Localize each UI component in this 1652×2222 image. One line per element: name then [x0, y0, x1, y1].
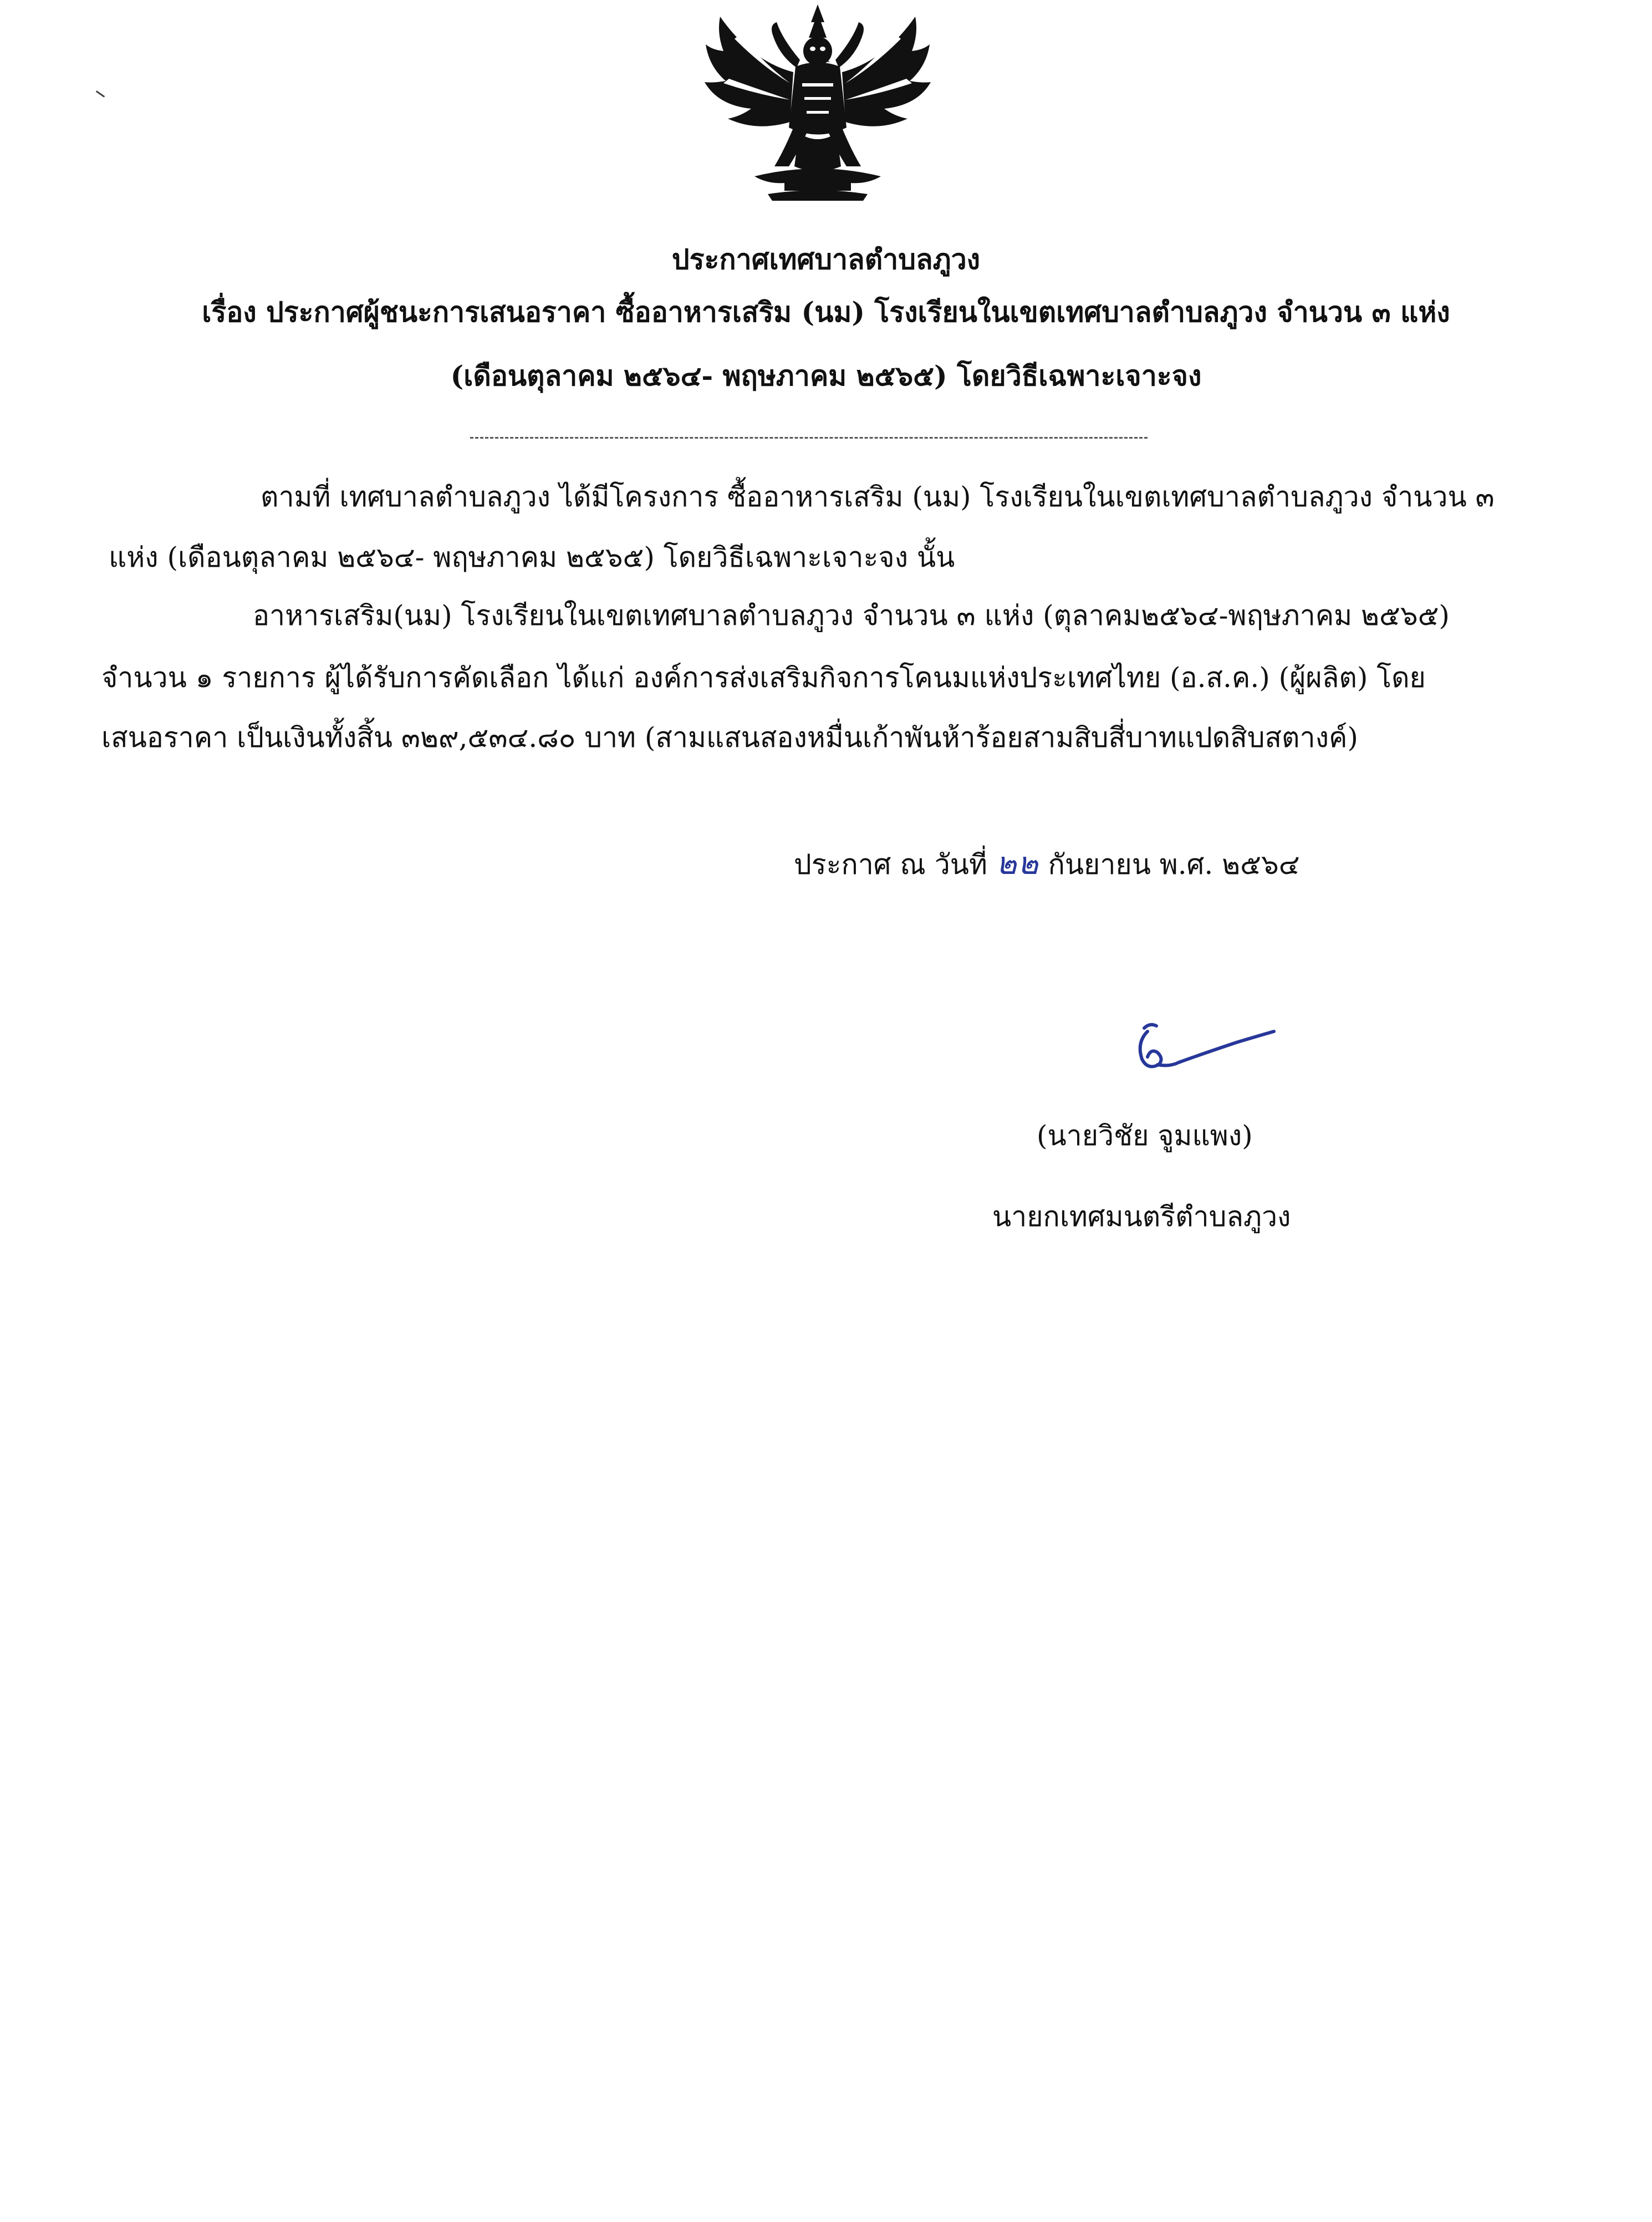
garuda-emblem-icon — [701, 0, 934, 208]
body-paragraph-2-line-3: เสนอราคา เป็นเงินทั้งสิ้น ๓๒๙,๕๓๔.๘๐ บาท (สามแสนสองหมื่นเก้าพันห้าร้อยสามสิบสี่บาทแปดสิบสตางค์) — [101, 721, 1358, 754]
body-paragraph-1-line-2: แห่ง (เดือนตุลาคม ๒๕๖๔- พฤษภาคม ๒๕๖๕) โดยวิธีเฉพาะเจาะจง นั้น — [109, 541, 955, 573]
separator-rule — [470, 437, 1148, 439]
body-paragraph-1-line-1: ตามที่ เทศบาลตำบลภูวง ได้มีโครงการ ซื้ออาหารเสริม (นม) โรงเรียนในเขตเทศบาลตำบลภูวง จำนวน ๓ — [261, 481, 1495, 513]
date-prefix: ประกาศ ณ วันที่ — [794, 848, 987, 881]
subject-line-2: (เดือนตุลาคม ๒๕๖๔- พฤษภาคม ๒๕๖๕) โดยวิธีเฉพาะเจาะจง — [450, 359, 1202, 392]
handwritten-signature — [1125, 1009, 1281, 1087]
handwritten-day: ๒๒ — [996, 846, 1039, 882]
announcement-date — [794, 847, 1300, 881]
scan-mark — [96, 90, 105, 98]
signatory-position: นายกเทศมนตรีตำบลภูวง — [992, 1201, 1291, 1233]
body-paragraph-2-line-1: อาหารเสริม(นม) โรงเรียนในเขตเทศบาลตำบลภูวง จำนวน ๓ แห่ง (ตุลาคม๒๕๖๔-พฤษภาคม ๒๕๖๕) — [253, 599, 1450, 632]
body-paragraph-2-line-2: จำนวน ๑ รายการ ผู้ได้รับการคัดเลือก ได้แก่ องค์การส่งเสริมกิจการโคนมแห่งประเทศไทย (อ.ส.ค.) (ผู้ผลิต) โดย — [101, 662, 1426, 694]
subject-line-1: เรื่อง ประกาศผู้ชนะการเสนอราคา ซื้ออาหารเสริม (นม) โรงเรียนในเขตเทศบาลตำบลภูวง จำนวน ๓ แห่ง — [202, 296, 1450, 328]
signatory-name: (นายวิชัย จูมแพง) — [1037, 1120, 1253, 1152]
date-suffix: กันยายน พ.ศ. ๒๕๖๔ — [1048, 848, 1300, 881]
document-title: ประกาศเทศบาลตำบลภูวง — [671, 243, 981, 276]
